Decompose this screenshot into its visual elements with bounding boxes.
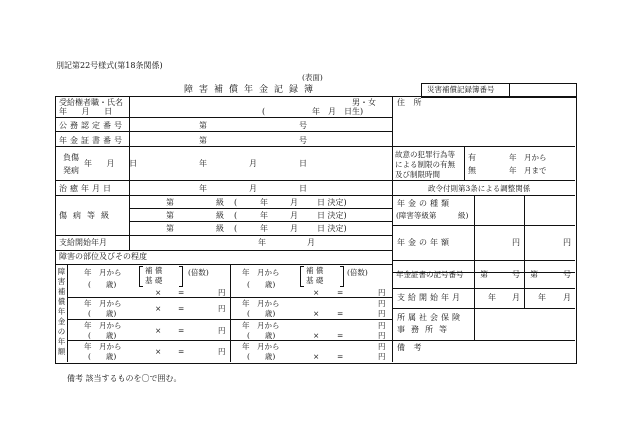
p1l-base-bracket-r <box>179 266 183 287</box>
p4r-yen: 円 <box>378 352 386 361</box>
right-start-label: 支給開始年月 <box>397 293 463 302</box>
p2r-equals: = <box>337 309 344 318</box>
p1r-base-2: 基 礎 <box>306 276 324 285</box>
impair-label: 障害の部位及びその程度 <box>59 252 147 261</box>
grade-decided-2: 日 決定) <box>317 211 347 220</box>
p3l-yen: 円 <box>218 326 226 335</box>
form-table <box>55 96 577 364</box>
amount-divider <box>524 225 525 260</box>
crime-label-2: による制限の有無 <box>395 160 455 169</box>
injury-label: 負傷 <box>63 153 79 162</box>
crime-yes[interactable]: 有 <box>468 153 476 162</box>
p2r-times: × <box>313 309 320 318</box>
amount-yen-2: 円 <box>563 238 571 247</box>
p1r-age: ( 歳) <box>247 280 276 289</box>
p1r-from: 年 月から <box>242 268 280 277</box>
address-label: 住 所 <box>397 98 425 107</box>
record-no-label: 災害補償記録簿番号 <box>427 85 495 94</box>
grade-year-2: 年 <box>260 211 268 220</box>
grade-month-2: 月 <box>290 211 298 220</box>
kind-divider <box>524 195 525 225</box>
pension-prefix: 第 <box>199 136 207 145</box>
p1l-base-bracket-l <box>139 266 143 287</box>
symbol-dai-1: 第 <box>480 270 488 279</box>
pension-vlabel-2: 補 <box>57 287 66 296</box>
p1r-multiple: (倍数) <box>347 268 368 277</box>
office-label-2: 事務所等 <box>397 325 453 334</box>
pension-vlabel-5: 金 <box>57 317 66 326</box>
crime-label-1: 故意の犯罪行為等 <box>395 150 455 159</box>
grade-decided-3: 日 決定) <box>317 224 347 233</box>
p4r-from: 年 月から <box>242 342 280 351</box>
address-bottom <box>392 146 575 147</box>
p1r-times: × <box>313 288 320 297</box>
remarks-label: 備 考 <box>397 343 425 352</box>
p3r-from: 年 月から <box>242 321 280 330</box>
symbol-label: 年金証書の記号番号 <box>396 270 464 279</box>
symbol-divider <box>524 260 525 308</box>
birth-paren: ( <box>262 107 266 116</box>
grade-unit-2: 級 <box>216 211 224 220</box>
p1r-base-bracket-l <box>300 266 304 287</box>
p4l-age: ( 歳) <box>88 352 117 361</box>
pension-suffix: 号 <box>299 136 307 145</box>
p1l-age: ( 歳) <box>88 280 117 289</box>
illness-label: 発病 <box>63 166 79 175</box>
row-line-5 <box>55 195 575 196</box>
injury-date-label: 年 月 日 <box>84 159 144 168</box>
right-row-5 <box>392 308 575 309</box>
p4l-yen: 円 <box>218 347 226 356</box>
p4l-from: 年 月から <box>84 342 122 351</box>
start-label: 支給開始年月 <box>59 238 107 247</box>
row-line-4 <box>55 180 575 181</box>
p1l-multiple: (倍数) <box>188 268 209 277</box>
injury-month: 月 <box>249 159 257 168</box>
grade-prefix-2: 第 <box>166 211 174 220</box>
p1l-from: 年 月から <box>84 268 122 277</box>
grade-year-1: 年 <box>260 198 268 207</box>
p3l-from: 年 月から <box>84 321 122 330</box>
amount-label: 年金の年額 <box>397 238 452 247</box>
footer-note: 備考 該当するものを〇で囲む。 <box>67 374 182 383</box>
injury-day: 日 <box>299 159 307 168</box>
p3r-equals: = <box>337 331 344 340</box>
pension-vlabel-6: の <box>57 327 66 336</box>
right-label-divider-2 <box>474 260 475 340</box>
p3l-times: × <box>155 326 162 335</box>
p1r-base-1: 補 償 <box>306 266 324 275</box>
p1l-base-2: 基 礎 <box>145 276 163 285</box>
grade-line-1 <box>129 208 392 209</box>
row-line-8 <box>55 264 392 265</box>
cert-label: 公務認定番号 <box>59 121 125 130</box>
adjust-label: 政令付則第3条による調整関係 <box>428 184 531 193</box>
page-title: 障害補償年金記録簿 <box>184 85 320 95</box>
pension-vlabel-8: 額 <box>57 347 66 356</box>
grade-open-2: ( <box>234 211 238 220</box>
center-divider <box>392 96 393 362</box>
grade-decided-1: 日 決定) <box>317 198 347 207</box>
pension-vlabel-3: 償 <box>57 297 66 306</box>
birth-value: 年 月 日生) <box>312 107 364 116</box>
p1l-equals: = <box>178 288 185 297</box>
p2r-yen-top: 円 <box>378 299 386 308</box>
p2l-from: 年 月から <box>84 299 122 308</box>
office-label-1: 所属社会保険 <box>397 313 463 322</box>
crime-from: 年 月から <box>509 153 547 162</box>
right-start-month-2: 月 <box>563 293 571 302</box>
row-line-2 <box>55 131 392 132</box>
birth-label: 年 月 日 <box>59 107 119 116</box>
grade-line-2 <box>129 221 392 222</box>
right-row-4 <box>392 288 575 289</box>
p3l-equals: = <box>178 326 185 335</box>
gender[interactable]: 男・女 <box>352 98 376 107</box>
p4l-times: × <box>155 347 162 356</box>
healed-label: 治癒年月日 <box>59 184 114 193</box>
grade-unit-3: 級 <box>216 224 224 233</box>
side-label: (表面) <box>302 73 323 82</box>
grade-open-3: ( <box>234 224 238 233</box>
pension-no-label: 年金証書番号 <box>59 136 125 145</box>
p1r-yen: 円 <box>378 288 386 297</box>
grade-unit-1: 級 <box>216 198 224 207</box>
symbol-dai-2: 第 <box>530 270 538 279</box>
p1l-yen: 円 <box>218 288 226 297</box>
right-row-2 <box>392 260 575 261</box>
p1r-base-bracket-r <box>340 266 344 287</box>
p3l-age: ( 歳) <box>88 331 117 340</box>
row-line-3 <box>55 146 392 147</box>
pension-vlabel-7: 年 <box>57 337 66 346</box>
crime-divider <box>464 146 465 180</box>
symbol-go-1: 号 <box>512 270 520 279</box>
healed-month: 月 <box>249 184 257 193</box>
pension-vlabel-1: 害 <box>57 277 66 286</box>
pension-vlabel-divider <box>67 264 68 362</box>
pension-row-1 <box>67 297 392 298</box>
p1r-equals: = <box>337 288 344 297</box>
pension-vlabel-4: 年 <box>57 307 66 316</box>
start-col-divider <box>129 235 130 250</box>
kind-label-3: 級) <box>458 211 469 220</box>
healed-day: 日 <box>299 184 307 193</box>
pension-row-3 <box>67 340 392 341</box>
pension-mid-divider <box>230 264 231 362</box>
record-no-divider <box>509 83 510 97</box>
grade-month-3: 月 <box>290 224 298 233</box>
cert-prefix: 第 <box>199 121 207 130</box>
p2r-age: ( 歳) <box>247 309 276 318</box>
crime-no[interactable]: 無 <box>468 166 476 175</box>
row-line-1 <box>55 117 392 118</box>
p3r-times: × <box>313 331 320 340</box>
row-line-6 <box>55 235 392 236</box>
p3r-yen: 円 <box>378 331 386 340</box>
p3r-age: ( 歳) <box>247 331 276 340</box>
p2r-yen: 円 <box>378 309 386 318</box>
p1l-times: × <box>155 288 162 297</box>
healed-year: 年 <box>199 184 207 193</box>
grade-prefix-3: 第 <box>166 224 174 233</box>
grade-year-3: 年 <box>260 224 268 233</box>
grade-open-1: ( <box>234 198 238 207</box>
pension-vlabel-0: 障 <box>57 267 66 276</box>
crime-label-3: 及び制限時間 <box>395 170 440 179</box>
p2r-from: 年 月から <box>242 299 280 308</box>
grade-label: 傷病等級 <box>59 211 115 220</box>
recipient-label: 受給権者職・氏名 <box>59 98 123 107</box>
kind-label-1: 年金の種類 <box>397 199 452 208</box>
start-year: 年 <box>258 238 266 247</box>
crime-until: 年 月まで <box>509 166 547 175</box>
p4r-times: × <box>313 352 320 361</box>
p2l-times: × <box>155 304 162 313</box>
row-line-7 <box>55 250 392 251</box>
right-row-1 <box>392 225 575 226</box>
right-row-6 <box>392 340 575 341</box>
right-start-month-1: 月 <box>512 293 520 302</box>
form-label: 別記第22号様式(第18条関係) <box>56 61 163 70</box>
p4l-equals: = <box>178 347 185 356</box>
right-start-year-2: 年 <box>538 293 546 302</box>
grade-prefix-1: 第 <box>166 198 174 207</box>
p1l-base-1: 補 償 <box>145 266 163 275</box>
start-month: 月 <box>307 238 315 247</box>
p3r-yen-top: 円 <box>378 321 386 330</box>
p4r-age: ( 歳) <box>247 352 276 361</box>
p2l-equals: = <box>178 304 185 313</box>
pension-row-2 <box>67 319 392 320</box>
p4r-equals: = <box>337 352 344 361</box>
p2l-age: ( 歳) <box>88 309 117 318</box>
grade-month-1: 月 <box>290 198 298 207</box>
kind-label-2: (障害等級第 <box>396 211 437 220</box>
amount-yen-1: 円 <box>512 238 520 247</box>
cert-suffix: 号 <box>299 121 307 130</box>
injury-year: 年 <box>199 159 207 168</box>
symbol-go-2: 号 <box>563 270 571 279</box>
p4r-yen-top: 円 <box>378 342 386 351</box>
right-start-year-1: 年 <box>488 293 496 302</box>
p2l-yen: 円 <box>218 304 226 313</box>
